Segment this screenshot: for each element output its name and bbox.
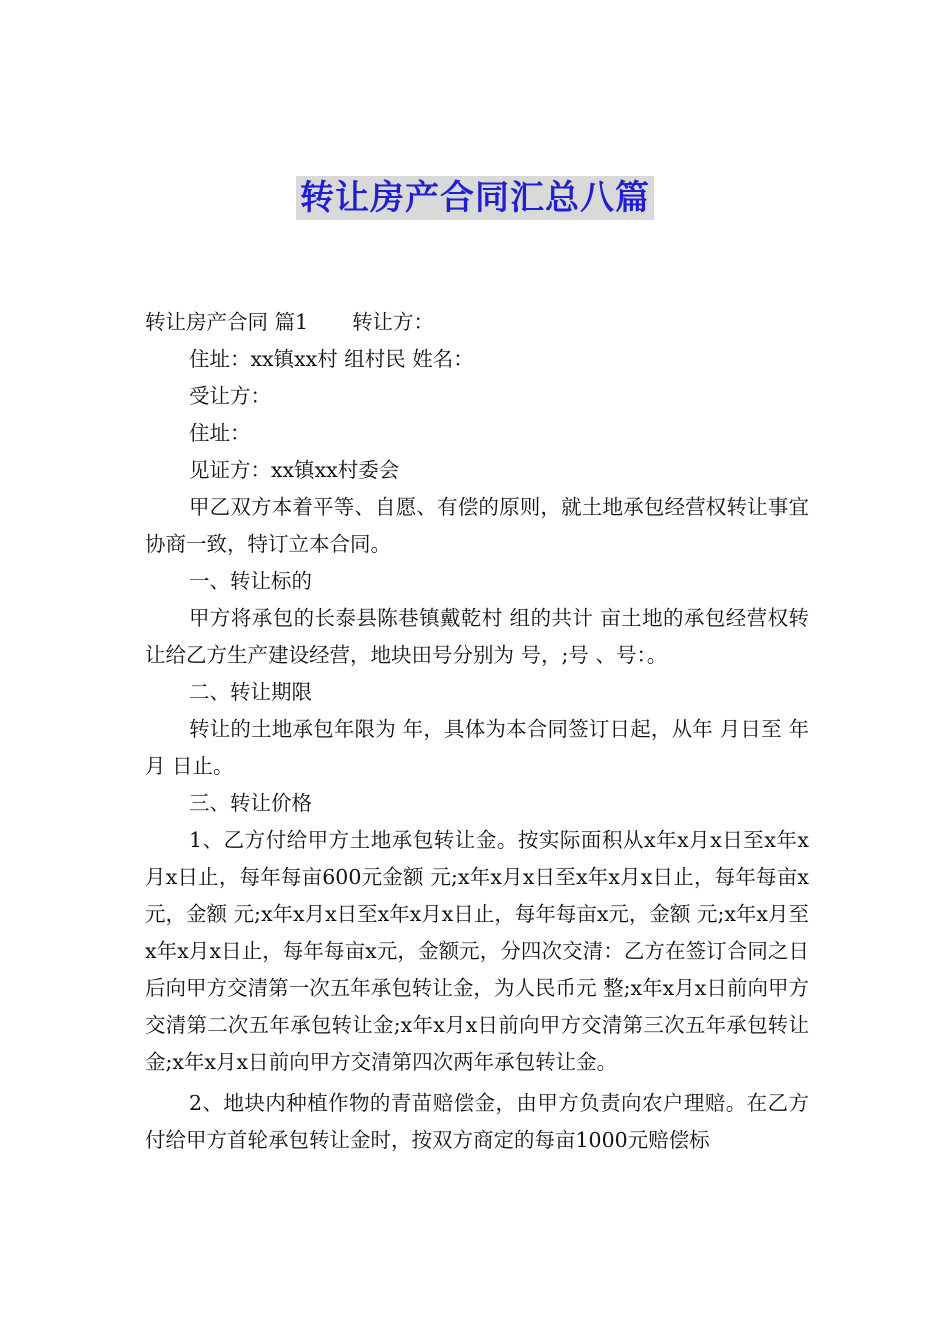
- section1-heading: 一、转让标的: [189, 569, 312, 593]
- contract-label: 转让房产合同 篇1: [145, 310, 309, 334]
- document-title: 转让房产合同汇总八篇: [296, 176, 654, 220]
- header-line: [145, 304, 809, 341]
- witness-line: 见证方：xx镇xx村委会: [189, 458, 400, 482]
- document-body: [145, 304, 809, 1159]
- section2-heading: 二、转让期限: [189, 680, 312, 704]
- section3-heading: 三、转让价格: [189, 791, 312, 815]
- section2-paragraph: 转让的土地承包年限为 年，具体为本合同签订日起，从年 月日至 年 月 日止。: [145, 717, 809, 778]
- intro-paragraph: 甲乙双方本着平等、自愿、有偿的原则，就土地承包经营权转让事宜协商一致，特订立本合同。: [145, 495, 809, 556]
- section1-paragraph: 甲方将承包的长泰县陈巷镇戴乾村 组的共计 亩土地的承包经营权转让给乙方生产建设经营，地块田号分别为 号，;号 、号：。: [145, 606, 809, 667]
- transferor-address-line: 住址：xx镇xx村 组村民 姓名：: [189, 347, 474, 371]
- section3-item2-paragraph: 2、地块内种植作物的青苗赔偿金，由甲方负责向农户理赔。在乙方付给甲方首轮承包转让金时，按双方商定的每亩1000元赔偿标: [145, 1091, 809, 1152]
- section3-item1-paragraph: 1、乙方付给甲方土地承包转让金。按实际面积从x年x月x日至x年x月x日止，每年每亩600元金额 元;x年x月x日至x年x月x日止，每年每亩x元，金额 元;x年x月x日至x年x月x日止，每年每亩x元，金额 元;x年x月至x年x月x日止，每年每亩x元，金额元，分四次交清：乙方在签订合同之日后向甲方交清第一次五年承包转让金，为人民币元 整;x年x月x日前向甲方交清第二次五年承包转让金;x年x月x日前向甲方交清第三次五年承包转让金;x年x月x日前向甲方交清第四次两年承包转让金。: [145, 828, 809, 1074]
- transferee-line: 受让方：: [189, 384, 271, 408]
- title-container: [0, 176, 950, 220]
- transferor-label: 转让方：: [352, 310, 435, 334]
- transferee-address-line: 住址：: [189, 421, 251, 445]
